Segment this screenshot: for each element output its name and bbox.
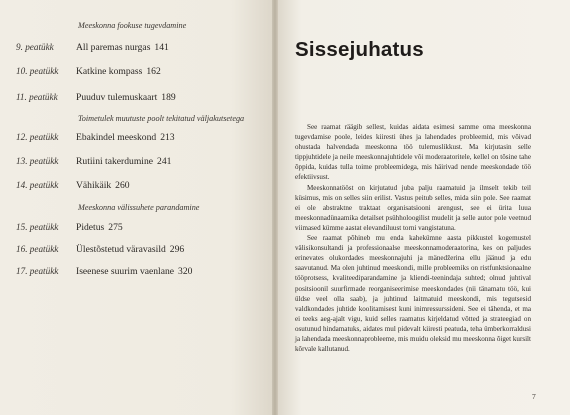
page-title: Sissejuhatus — [295, 38, 424, 61]
toc-section-heading: Toimetulek muutuste poolt tekitatud väljakutsetega — [78, 114, 245, 123]
toc-chapter-number: 11. peatükk — [16, 92, 58, 102]
toc-chapter-number: 10. peatükk — [16, 66, 59, 76]
toc-chapter-title: Ebakindel meeskond 213 — [76, 132, 175, 143]
toc-chapter-number: 17. peatükk — [16, 266, 59, 276]
toc-row — [0, 180, 272, 196]
toc-row — [0, 42, 272, 58]
toc-row — [0, 222, 272, 238]
body-text — [295, 122, 531, 354]
toc-section-heading: Meeskonna fookuse tugevdamine — [78, 21, 187, 30]
toc-chapter-number: 9. peatükk — [16, 42, 54, 52]
paragraph: Meeskonnatööst on kirjutatud juba palju raamatuid ja ilmselt tekib teil küsimus, mis on selles siin erilist. Vastus peitub selles, mida siin pole. See raamat ei ole abstraktne traktaat organisatsiooni arengust, see ei ürita luua meeskonnadünaamika detailset psühholoogilist mudelit ja selle autor pole veetnud viimased kümme aastat elevandiluust torni vangistatuna. — [295, 183, 531, 232]
toc-row — [0, 92, 272, 108]
toc-page-number: 241 — [157, 156, 172, 167]
page-number: 7 — [532, 392, 536, 401]
toc-chapter-title: Ülestõstetud väravasild 296 — [76, 244, 185, 255]
toc-page-number: 320 — [178, 266, 193, 277]
toc-chapter-title: Iseenese suurim vaenlane 320 — [76, 266, 193, 277]
toc-page-number: 141 — [154, 42, 169, 53]
toc-chapter-number: 15. peatükk — [16, 222, 59, 232]
paragraph: See raamat räägib sellest, kuidas aidata esimesi samme oma meeskonna tugevdamise poole, leides kiiresti ühes ja lahendades probleemid, mis võivad ohustada halvendada meeskonna töö tulemuslikkust. Ma kirjutasin selle tippjuhtidele ja neile meeskonnajuhtidele või moderaatoritele, kellel on tõsine tahe õppida, kuidas tulla toime probleemidega, mis häirivad nende meeskondade töö efektiivsust. — [295, 123, 531, 182]
toc-row — [0, 132, 272, 148]
toc-page-number: 213 — [160, 132, 175, 143]
toc-chapter-title: Pidetus 275 — [76, 222, 123, 233]
toc-row — [0, 244, 272, 260]
toc-page-number: 260 — [115, 180, 130, 191]
toc-chapter-title: All paremas nurgas 141 — [76, 42, 169, 53]
right-page — [278, 0, 570, 415]
toc-chapter-title: Puuduv tulemuskaart 189 — [76, 92, 176, 103]
toc-section-heading: Meeskonna välissuhete parandamine — [78, 203, 200, 212]
toc-page-number: 162 — [146, 66, 161, 77]
paragraph: See raamat põhineb mu enda kahekümne aasta pikkustel kogemustel välisikonsultandi ja professionaalse meeskonnamoderaatorina, kes on paljudes erinevates olukordades meeskonnajuhi ja mänedžerina ellu jäänud ja edu saavutanud. Ma olen juhtinud meeskondi, mille probleemiks on ristfunktsionaalne tööprotsess, kvaliteediparandamine ja kliendi-teenindaja suhted; olnud juhtival positsioonil suurfirmade reorganiseerimise meeskondades (nii tänamatu töö, kui üldse veel olla saab), ja juhtinud laitmatuid meeskondi, mis tegutsesid valdkondades juhtide koolitamisest kuni inimressurssideni. See ei tähenda, et ma ei teeks aeg-ajalt vigu, kuid selles raamatus kirjeldatud võtted ja strateegiad on osutunud hindamatuks, aidates mul pidevalt kiiresti peatuda, teha ümberkorraldusi ja lahendada meeskonnaprobleeme, mis muidu oleksid mu meeskonna õiget kursilt kõrvale kallutanud. — [295, 234, 531, 354]
toc-chapter-number: 13. peatükk — [16, 156, 59, 166]
toc-chapter-title: Vähikäik 260 — [76, 180, 130, 191]
toc-page-number: 189 — [161, 92, 176, 103]
left-page — [0, 0, 272, 415]
toc-chapter-title: Rutiini takerdumine 241 — [76, 156, 172, 167]
toc-chapter-title: Katkine kompass 162 — [76, 66, 161, 77]
toc-row — [0, 156, 272, 172]
toc-row — [0, 66, 272, 82]
toc-page-number: 296 — [169, 244, 185, 255]
toc-chapter-number: 16. peatükk — [16, 244, 59, 254]
toc-row — [0, 266, 272, 282]
toc-chapter-number: 14. peatükk — [16, 180, 59, 190]
table-of-contents — [0, 0, 272, 415]
toc-page-number: 275 — [108, 222, 123, 233]
toc-chapter-number: 12. peatükk — [16, 132, 59, 142]
